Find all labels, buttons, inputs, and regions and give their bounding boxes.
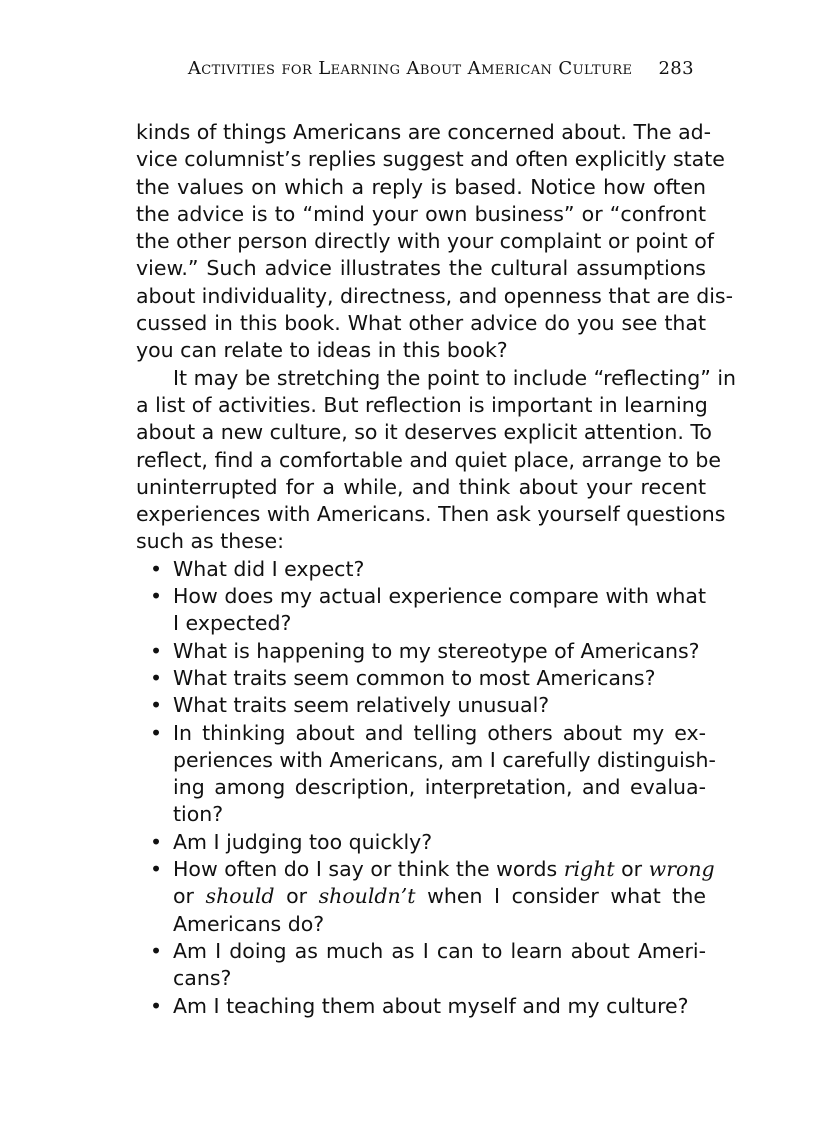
question-text: or — [286, 884, 308, 909]
list-item — [150, 638, 706, 665]
page-number: 283 — [658, 58, 694, 79]
text-line: the advice is to “mind your own business” or “confront — [136, 201, 706, 226]
list-item — [150, 993, 706, 1020]
text-line: reflect, find a comfortable and quiet place, arrange to be — [136, 447, 721, 472]
bullet-icon: • — [150, 556, 163, 581]
reflection-questions-list — [136, 556, 716, 1020]
text-line: you can relate to ideas in this book? — [136, 338, 508, 363]
bullet-icon: • — [150, 857, 163, 882]
list-item — [150, 583, 706, 638]
question-line: tion? — [173, 802, 224, 827]
emphasis-word-wrong: wrong — [648, 857, 715, 882]
question-line: What is happening to my stereotype of Americans? — [173, 638, 700, 663]
list-item — [150, 938, 706, 993]
question-text: when I consider what the — [427, 884, 706, 909]
emphasis-word-shouldnt: shouldn’t — [318, 884, 416, 909]
text-line: the values on which a reply is based. Notice how often — [136, 174, 706, 199]
bullet-icon: • — [150, 693, 163, 718]
list-item — [150, 720, 716, 829]
text-line: such as these: — [136, 529, 285, 554]
question-text: or — [621, 857, 643, 882]
question-line: Americans do? — [173, 911, 325, 936]
question-line: In thinking about and telling others about my ex- — [173, 720, 706, 745]
text-line: about a new culture, so it deserves explicit attention. To — [136, 420, 712, 445]
running-head-title: Activities for Learning About American Culture — [187, 58, 633, 79]
bullet-icon: • — [150, 638, 163, 663]
question-line: ing among description, interpretation, and evalua- — [173, 775, 706, 800]
bullet-icon: • — [150, 720, 163, 745]
text-line: the other person directly with your complaint or point of — [136, 229, 714, 254]
text-line: It may be stretching the point to include “reflecting” in — [173, 365, 737, 390]
bullet-icon: • — [150, 993, 163, 1018]
question-line: Am I doing as much as I can to learn about Ameri- — [173, 938, 706, 963]
question-line: periences with Americans, am I carefully distinguish- — [173, 747, 716, 772]
list-item — [150, 692, 706, 719]
bullet-icon: • — [150, 829, 163, 854]
question-line — [173, 856, 715, 883]
question-line — [173, 883, 706, 910]
question-line: I expected? — [173, 611, 292, 636]
list-item — [150, 665, 706, 692]
text-line: view.” Such advice illustrates the cultural assumptions — [136, 256, 706, 281]
body-text — [136, 119, 737, 1020]
question-line: What traits seem relatively unusual? — [173, 693, 550, 718]
text-line: a list of activities. But reflection is important in learning — [136, 392, 708, 417]
question-line: What did I expect? — [173, 556, 365, 581]
running-head — [136, 58, 694, 90]
question-line: Am I teaching them about myself and my culture? — [173, 993, 689, 1018]
paragraph-advice-columns — [136, 119, 733, 365]
list-item — [150, 556, 706, 583]
text-line: uninterrupted for a while, and think about your recent — [136, 474, 706, 499]
text-line: vice columnist’s replies suggest and often explicitly state — [136, 147, 725, 172]
bullet-icon: • — [150, 938, 163, 963]
question-line: How does my actual experience compare with what — [173, 584, 706, 609]
text-line: experiences with Americans. Then ask yourself questions — [136, 502, 726, 527]
question-line: Am I judging too quickly? — [173, 829, 433, 854]
paragraph-reflecting — [136, 365, 737, 556]
list-item — [150, 856, 715, 938]
question-text: or — [173, 884, 194, 909]
text-line: cussed in this book. What other advice do you see that — [136, 311, 706, 336]
text-line: kinds of things Americans are concerned about. The ad- — [136, 120, 712, 144]
emphasis-word-should: should — [205, 884, 275, 909]
emphasis-word-right: right — [563, 857, 615, 882]
list-item — [150, 829, 706, 856]
text-line: about individuality, directness, and openness that are dis- — [136, 283, 733, 308]
bullet-icon: • — [150, 665, 163, 690]
question-line: cans? — [173, 966, 232, 991]
question-line: What traits seem common to most Americans? — [173, 665, 656, 690]
bullet-icon: • — [150, 584, 163, 609]
question-text: How often do I say or think the words — [173, 857, 558, 882]
